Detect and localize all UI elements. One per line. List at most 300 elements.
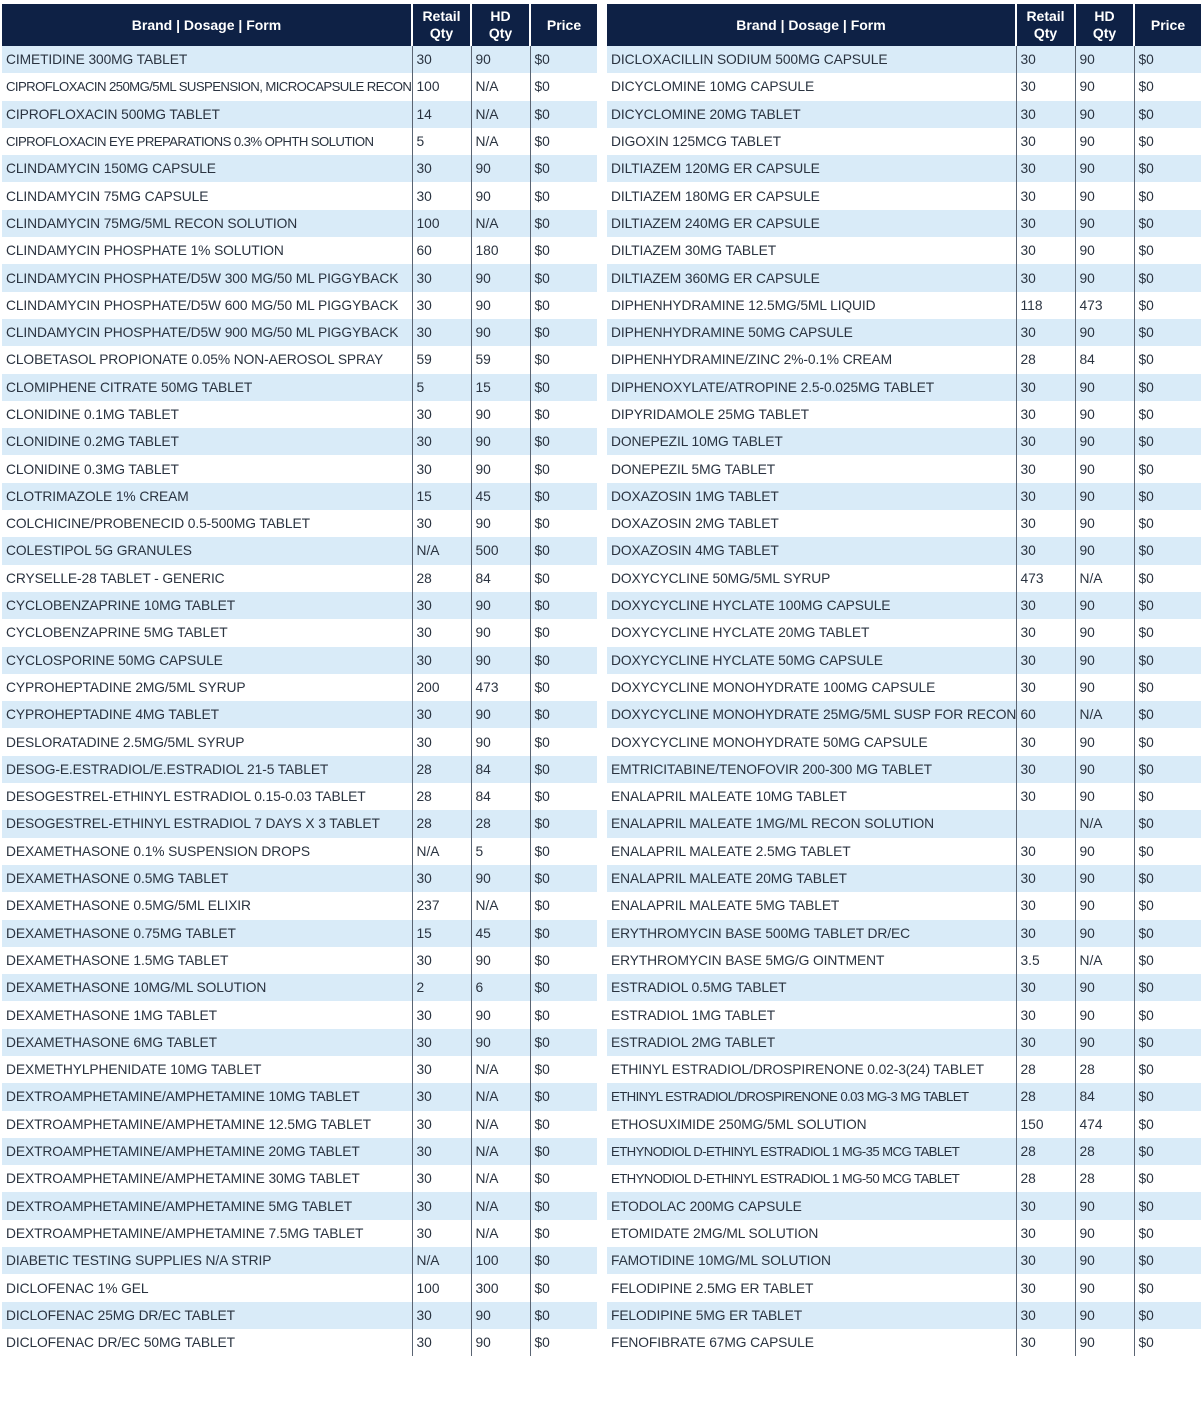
price-cell: $0 bbox=[530, 674, 597, 701]
retail-qty-cell: 3.5 bbox=[1016, 947, 1075, 974]
retail-qty-cell: 30 bbox=[1016, 756, 1075, 783]
hd-qty-cell: 90 bbox=[1075, 1329, 1134, 1356]
retail-qty-cell: 30 bbox=[1016, 838, 1075, 865]
price-cell: $0 bbox=[530, 319, 597, 346]
price-cell: $0 bbox=[1134, 974, 1201, 1001]
table-row bbox=[2, 647, 597, 674]
price-cell: $0 bbox=[530, 1056, 597, 1083]
drug-name-cell: DOXAZOSIN 2MG TABLET bbox=[607, 510, 1016, 537]
drug-name-cell: DIPYRIDAMOLE 25MG TABLET bbox=[607, 401, 1016, 428]
retail-qty-cell: 30 bbox=[1016, 1329, 1075, 1356]
hd-qty-cell: 100 bbox=[471, 1247, 530, 1274]
hd-qty-cell: 84 bbox=[1075, 346, 1134, 373]
table-row bbox=[2, 728, 597, 755]
drug-name-cell: CIPROFLOXACIN 500MG TABLET bbox=[2, 101, 412, 128]
retail-qty-cell: 30 bbox=[412, 1083, 471, 1110]
price-cell: $0 bbox=[1134, 155, 1201, 182]
table-row bbox=[2, 838, 597, 865]
table-row bbox=[2, 1056, 597, 1083]
drug-name-cell: FENOFIBRATE 67MG CAPSULE bbox=[607, 1329, 1016, 1356]
price-cell: $0 bbox=[1134, 1001, 1201, 1028]
hd-qty-cell: 90 bbox=[1075, 974, 1134, 1001]
hd-qty-cell: 90 bbox=[1075, 1192, 1134, 1219]
hd-qty-cell: 90 bbox=[1075, 46, 1134, 73]
table-row bbox=[607, 1056, 1201, 1083]
price-cell: $0 bbox=[1134, 455, 1201, 482]
drug-name-cell: DICLOFENAC 25MG DR/EC TABLET bbox=[2, 1302, 412, 1329]
hd-qty-cell: 90 bbox=[1075, 101, 1134, 128]
hd-qty-cell: 90 bbox=[471, 155, 530, 182]
hd-qty-cell: 90 bbox=[1075, 237, 1134, 264]
retail-qty-cell: 30 bbox=[412, 292, 471, 319]
table-row bbox=[2, 155, 597, 182]
column-header-brand: Brand | Dosage | Form bbox=[2, 4, 412, 46]
drug-name-cell: DOXYCYCLINE HYCLATE 100MG CAPSULE bbox=[607, 592, 1016, 619]
price-cell: $0 bbox=[1134, 1111, 1201, 1138]
drug-table-right bbox=[607, 4, 1201, 1356]
price-cell: $0 bbox=[1134, 428, 1201, 455]
hd-qty-cell: 90 bbox=[471, 455, 530, 482]
drug-name-cell: CLONIDINE 0.1MG TABLET bbox=[2, 401, 412, 428]
hd-qty-cell: 500 bbox=[471, 537, 530, 564]
retail-qty-cell: 30 bbox=[1016, 210, 1075, 237]
hd-qty-cell: 90 bbox=[1075, 1001, 1134, 1028]
table-row bbox=[607, 756, 1201, 783]
price-cell: $0 bbox=[530, 264, 597, 291]
retail-qty-cell: 30 bbox=[412, 701, 471, 728]
table-row bbox=[2, 865, 597, 892]
retail-qty-cell: 28 bbox=[412, 756, 471, 783]
table-header bbox=[2, 4, 597, 46]
table-row bbox=[607, 46, 1201, 73]
table-row bbox=[607, 401, 1201, 428]
retail-qty-cell: 30 bbox=[412, 592, 471, 619]
table-row bbox=[2, 892, 597, 919]
table-row bbox=[2, 1274, 597, 1301]
hd-qty-cell: 90 bbox=[1075, 1274, 1134, 1301]
drug-name-cell: ETHYNODIOL D-ETHINYL ESTRADIOL 1 MG-50 MCG TABLET bbox=[607, 1165, 1016, 1192]
table-row bbox=[2, 455, 597, 482]
drug-name-cell: FELODIPINE 5MG ER TABLET bbox=[607, 1302, 1016, 1329]
price-cell: $0 bbox=[530, 73, 597, 100]
retail-qty-cell bbox=[1016, 810, 1075, 837]
table-row bbox=[607, 1302, 1201, 1329]
retail-qty-cell: 30 bbox=[1016, 592, 1075, 619]
retail-qty-cell: 30 bbox=[412, 1329, 471, 1356]
retail-qty-cell: 30 bbox=[412, 1220, 471, 1247]
hd-qty-cell: 90 bbox=[1075, 838, 1134, 865]
table-row bbox=[607, 783, 1201, 810]
price-cell: $0 bbox=[530, 974, 597, 1001]
table-row bbox=[2, 1220, 597, 1247]
retail-qty-cell: 28 bbox=[412, 783, 471, 810]
price-cell: $0 bbox=[530, 101, 597, 128]
drug-name-cell: DOXYCYCLINE MONOHYDRATE 50MG CAPSULE bbox=[607, 728, 1016, 755]
hd-qty-cell: 90 bbox=[471, 1001, 530, 1028]
table-header bbox=[607, 4, 1201, 46]
hd-qty-cell: 90 bbox=[471, 319, 530, 346]
retail-qty-cell: 30 bbox=[1016, 1220, 1075, 1247]
hd-qty-cell: N/A bbox=[471, 101, 530, 128]
table-row bbox=[2, 1138, 597, 1165]
retail-qty-cell: 30 bbox=[1016, 1247, 1075, 1274]
table-row bbox=[607, 510, 1201, 537]
price-cell: $0 bbox=[1134, 947, 1201, 974]
retail-qty-cell: 30 bbox=[1016, 920, 1075, 947]
hd-qty-cell: N/A bbox=[1075, 565, 1134, 592]
retail-qty-cell: 30 bbox=[1016, 537, 1075, 564]
retail-qty-cell: N/A bbox=[412, 1247, 471, 1274]
table-row bbox=[607, 810, 1201, 837]
table-row bbox=[607, 1083, 1201, 1110]
price-cell: $0 bbox=[530, 46, 597, 73]
table-row bbox=[607, 865, 1201, 892]
hd-qty-cell: 90 bbox=[1075, 1220, 1134, 1247]
table-row bbox=[2, 128, 597, 155]
retail-qty-cell: 5 bbox=[412, 128, 471, 155]
table-row bbox=[607, 483, 1201, 510]
drug-name-cell: DILTIAZEM 30MG TABLET bbox=[607, 237, 1016, 264]
hd-qty-cell: 473 bbox=[1075, 292, 1134, 319]
price-cell: $0 bbox=[1134, 701, 1201, 728]
price-cell: $0 bbox=[1134, 920, 1201, 947]
drug-name-cell: CYCLOSPORINE 50MG CAPSULE bbox=[2, 647, 412, 674]
hd-qty-cell: 90 bbox=[1075, 1302, 1134, 1329]
price-cell: $0 bbox=[530, 810, 597, 837]
hd-qty-cell: N/A bbox=[471, 1138, 530, 1165]
hd-qty-cell: 90 bbox=[471, 592, 530, 619]
table-row bbox=[2, 1247, 597, 1274]
drug-name-cell: CLINDAMYCIN PHOSPHATE/D5W 300 MG/50 ML PIGGYBACK bbox=[2, 264, 412, 291]
price-cell: $0 bbox=[1134, 1274, 1201, 1301]
hd-qty-cell: 90 bbox=[1075, 428, 1134, 455]
hd-qty-cell: 90 bbox=[1075, 892, 1134, 919]
drug-name-cell: ESTRADIOL 1MG TABLET bbox=[607, 1001, 1016, 1028]
price-cell: $0 bbox=[1134, 756, 1201, 783]
drug-name-cell: DILTIAZEM 180MG ER CAPSULE bbox=[607, 182, 1016, 209]
hd-qty-cell: N/A bbox=[471, 1192, 530, 1219]
retail-qty-cell: 473 bbox=[1016, 565, 1075, 592]
drug-name-cell: ENALAPRIL MALEATE 20MG TABLET bbox=[607, 865, 1016, 892]
drug-name-cell: ERYTHROMYCIN BASE 500MG TABLET DR/EC bbox=[607, 920, 1016, 947]
hd-qty-cell: N/A bbox=[471, 1111, 530, 1138]
table-row bbox=[2, 1165, 597, 1192]
price-cell: $0 bbox=[530, 346, 597, 373]
hd-qty-cell: N/A bbox=[1075, 810, 1134, 837]
hd-qty-cell: 84 bbox=[471, 783, 530, 810]
table-row bbox=[607, 210, 1201, 237]
table-row bbox=[2, 428, 597, 455]
drug-name-cell: DOXYCYCLINE HYCLATE 20MG TABLET bbox=[607, 619, 1016, 646]
price-cell: $0 bbox=[530, 592, 597, 619]
price-cell: $0 bbox=[530, 838, 597, 865]
drug-table-left bbox=[2, 4, 597, 1356]
retail-qty-cell: 28 bbox=[1016, 346, 1075, 373]
hd-qty-cell: 45 bbox=[471, 483, 530, 510]
hd-qty-cell: 90 bbox=[1075, 73, 1134, 100]
price-cell: $0 bbox=[530, 155, 597, 182]
price-cell: $0 bbox=[1134, 128, 1201, 155]
price-cell: $0 bbox=[530, 483, 597, 510]
retail-qty-cell: 30 bbox=[1016, 783, 1075, 810]
drug-name-cell: CLINDAMYCIN PHOSPHATE/D5W 600 MG/50 ML PIGGYBACK bbox=[2, 292, 412, 319]
retail-qty-cell: 30 bbox=[1016, 1029, 1075, 1056]
price-cell: $0 bbox=[1134, 1220, 1201, 1247]
hd-qty-cell: 90 bbox=[471, 1029, 530, 1056]
hd-qty-cell: 90 bbox=[1075, 619, 1134, 646]
drug-name-cell: FELODIPINE 2.5MG ER TABLET bbox=[607, 1274, 1016, 1301]
drug-name-cell: CLINDAMYCIN 75MG CAPSULE bbox=[2, 182, 412, 209]
table-row bbox=[2, 237, 597, 264]
hd-qty-cell: 90 bbox=[471, 865, 530, 892]
price-cell: $0 bbox=[1134, 1083, 1201, 1110]
hd-qty-cell: N/A bbox=[471, 128, 530, 155]
table-row bbox=[607, 374, 1201, 401]
hd-qty-cell: 90 bbox=[471, 428, 530, 455]
drug-name-cell: DEXTROAMPHETAMINE/AMPHETAMINE 20MG TABLET bbox=[2, 1138, 412, 1165]
table-row bbox=[607, 264, 1201, 291]
retail-qty-cell: 28 bbox=[412, 565, 471, 592]
drug-name-cell: CIPROFLOXACIN EYE PREPARATIONS 0.3% OPHTH SOLUTION bbox=[2, 128, 412, 155]
retail-qty-cell: 30 bbox=[1016, 619, 1075, 646]
drug-name-cell: CYPROHEPTADINE 4MG TABLET bbox=[2, 701, 412, 728]
table-row bbox=[607, 292, 1201, 319]
price-cell: $0 bbox=[1134, 73, 1201, 100]
drug-name-cell: ESTRADIOL 2MG TABLET bbox=[607, 1029, 1016, 1056]
retail-qty-cell: 30 bbox=[412, 947, 471, 974]
drug-name-cell: DEXAMETHASONE 0.1% SUSPENSION DROPS bbox=[2, 838, 412, 865]
hd-qty-cell: 90 bbox=[471, 401, 530, 428]
hd-qty-cell: 90 bbox=[1075, 920, 1134, 947]
table-row bbox=[2, 537, 597, 564]
table-row bbox=[2, 182, 597, 209]
table-row bbox=[607, 619, 1201, 646]
drug-name-cell: DONEPEZIL 10MG TABLET bbox=[607, 428, 1016, 455]
price-cell: $0 bbox=[1134, 483, 1201, 510]
hd-qty-cell: N/A bbox=[471, 1220, 530, 1247]
retail-qty-cell: 30 bbox=[1016, 974, 1075, 1001]
hd-qty-cell: 90 bbox=[1075, 1247, 1134, 1274]
table-row bbox=[607, 319, 1201, 346]
hd-qty-cell: 5 bbox=[471, 838, 530, 865]
table-row bbox=[607, 1029, 1201, 1056]
price-cell: $0 bbox=[530, 1192, 597, 1219]
table-row bbox=[2, 974, 597, 1001]
table-row bbox=[2, 565, 597, 592]
drug-name-cell: DICLOFENAC DR/EC 50MG TABLET bbox=[2, 1329, 412, 1356]
table-row bbox=[607, 1192, 1201, 1219]
retail-qty-cell: 28 bbox=[1016, 1083, 1075, 1110]
drug-name-cell: DOXYCYCLINE HYCLATE 50MG CAPSULE bbox=[607, 647, 1016, 674]
retail-qty-cell: 30 bbox=[412, 865, 471, 892]
drug-name-cell: ENALAPRIL MALEATE 10MG TABLET bbox=[607, 783, 1016, 810]
hd-qty-cell: 90 bbox=[1075, 728, 1134, 755]
price-cell: $0 bbox=[1134, 565, 1201, 592]
retail-qty-cell: 60 bbox=[412, 237, 471, 264]
drug-name-cell: CLINDAMYCIN 150MG CAPSULE bbox=[2, 155, 412, 182]
drug-name-cell: CLINDAMYCIN PHOSPHATE 1% SOLUTION bbox=[2, 237, 412, 264]
price-cell: $0 bbox=[530, 374, 597, 401]
hd-qty-cell: 90 bbox=[1075, 483, 1134, 510]
retail-qty-cell: 30 bbox=[412, 728, 471, 755]
retail-qty-cell: 30 bbox=[1016, 46, 1075, 73]
retail-qty-cell: 30 bbox=[412, 1192, 471, 1219]
drug-name-cell: DEXAMETHASONE 1.5MG TABLET bbox=[2, 947, 412, 974]
retail-qty-cell: 30 bbox=[412, 1056, 471, 1083]
table-row bbox=[2, 483, 597, 510]
table-row bbox=[607, 128, 1201, 155]
column-header-brand: Brand | Dosage | Form bbox=[607, 4, 1016, 46]
table-row bbox=[2, 510, 597, 537]
hd-qty-cell: 15 bbox=[471, 374, 530, 401]
retail-qty-cell: 30 bbox=[412, 319, 471, 346]
retail-qty-cell: 30 bbox=[1016, 73, 1075, 100]
retail-qty-cell: N/A bbox=[412, 838, 471, 865]
drug-name-cell: DESOGESTREL-ETHINYL ESTRADIOL 7 DAYS X 3 TABLET bbox=[2, 810, 412, 837]
table-row bbox=[2, 46, 597, 73]
column-header-price: Price bbox=[1134, 4, 1201, 46]
hd-qty-cell: 90 bbox=[471, 292, 530, 319]
drug-name-cell: CLOTRIMAZOLE 1% CREAM bbox=[2, 483, 412, 510]
price-cell: $0 bbox=[1134, 865, 1201, 892]
table-row bbox=[607, 1111, 1201, 1138]
table-row bbox=[607, 1274, 1201, 1301]
drug-name-cell: EMTRICITABINE/TENOFOVIR 200-300 MG TABLET bbox=[607, 756, 1016, 783]
price-cell: $0 bbox=[530, 1329, 597, 1356]
drug-name-cell: CIPROFLOXACIN 250MG/5ML SUSPENSION, MICROCAPSULE RECON bbox=[2, 73, 412, 100]
column-header-hd-qty: HD Qty bbox=[1075, 4, 1134, 46]
table-row bbox=[607, 838, 1201, 865]
retail-qty-cell: 30 bbox=[1016, 319, 1075, 346]
price-cell: $0 bbox=[1134, 1056, 1201, 1083]
table-row bbox=[2, 1001, 597, 1028]
table-body bbox=[2, 46, 597, 1356]
hd-qty-cell: 84 bbox=[471, 756, 530, 783]
hd-qty-cell: N/A bbox=[471, 1083, 530, 1110]
price-cell: $0 bbox=[1134, 182, 1201, 209]
drug-name-cell: DEXTROAMPHETAMINE/AMPHETAMINE 12.5MG TABLET bbox=[2, 1111, 412, 1138]
hd-qty-cell: N/A bbox=[471, 73, 530, 100]
price-cell: $0 bbox=[530, 728, 597, 755]
retail-qty-cell: 28 bbox=[1016, 1138, 1075, 1165]
hd-qty-cell: N/A bbox=[1075, 947, 1134, 974]
price-cell: $0 bbox=[1134, 401, 1201, 428]
retail-qty-cell: 30 bbox=[412, 647, 471, 674]
drug-name-cell: DICLOFENAC 1% GEL bbox=[2, 1274, 412, 1301]
table-row bbox=[2, 346, 597, 373]
table-row bbox=[607, 73, 1201, 100]
table-body bbox=[607, 46, 1201, 1356]
retail-qty-cell: 30 bbox=[412, 510, 471, 537]
table-row bbox=[607, 647, 1201, 674]
hd-qty-cell: 90 bbox=[471, 1302, 530, 1329]
drug-name-cell: DESOG-E.ESTRADIOL/E.ESTRADIOL 21-5 TABLET bbox=[2, 756, 412, 783]
drug-name-cell: ETHINYL ESTRADIOL/DROSPIRENONE 0.03 MG-3 MG TABLET bbox=[607, 1083, 1016, 1110]
price-cell: $0 bbox=[530, 892, 597, 919]
price-cell: $0 bbox=[1134, 264, 1201, 291]
price-cell: $0 bbox=[530, 182, 597, 209]
price-cell: $0 bbox=[530, 1138, 597, 1165]
price-cell: $0 bbox=[1134, 1029, 1201, 1056]
drug-name-cell: ESTRADIOL 0.5MG TABLET bbox=[607, 974, 1016, 1001]
drug-name-cell: DICYCLOMINE 20MG TABLET bbox=[607, 101, 1016, 128]
retail-qty-cell: 30 bbox=[412, 1302, 471, 1329]
table-row bbox=[2, 783, 597, 810]
retail-qty-cell: 100 bbox=[412, 210, 471, 237]
retail-qty-cell: 30 bbox=[1016, 674, 1075, 701]
table-row bbox=[2, 210, 597, 237]
table-row bbox=[607, 455, 1201, 482]
drug-name-cell: CYCLOBENZAPRINE 10MG TABLET bbox=[2, 592, 412, 619]
drug-name-cell: CLINDAMYCIN PHOSPHATE/D5W 900 MG/50 ML PIGGYBACK bbox=[2, 319, 412, 346]
retail-qty-cell: 30 bbox=[412, 155, 471, 182]
hd-qty-cell: N/A bbox=[471, 210, 530, 237]
table-row bbox=[2, 101, 597, 128]
price-cell: $0 bbox=[530, 428, 597, 455]
table-row bbox=[2, 292, 597, 319]
hd-qty-cell: 6 bbox=[471, 974, 530, 1001]
drug-name-cell: ENALAPRIL MALEATE 2.5MG TABLET bbox=[607, 838, 1016, 865]
hd-qty-cell: 90 bbox=[1075, 210, 1134, 237]
retail-qty-cell: 30 bbox=[1016, 1274, 1075, 1301]
price-cell: $0 bbox=[1134, 101, 1201, 128]
drug-name-cell: DIPHENHYDRAMINE 12.5MG/5ML LIQUID bbox=[607, 292, 1016, 319]
drug-name-cell: DEXAMETHASONE 0.75MG TABLET bbox=[2, 920, 412, 947]
drug-name-cell: ETHOSUXIMIDE 250MG/5ML SOLUTION bbox=[607, 1111, 1016, 1138]
hd-qty-cell: 90 bbox=[1075, 128, 1134, 155]
table-row bbox=[2, 701, 597, 728]
retail-qty-cell: 30 bbox=[412, 264, 471, 291]
drug-name-cell: CYPROHEPTADINE 2MG/5ML SYRUP bbox=[2, 674, 412, 701]
hd-qty-cell: 300 bbox=[471, 1274, 530, 1301]
price-cell: $0 bbox=[530, 1220, 597, 1247]
table-row bbox=[607, 565, 1201, 592]
table-row bbox=[607, 1165, 1201, 1192]
drug-name-cell: ERYTHROMYCIN BASE 5MG/G OINTMENT bbox=[607, 947, 1016, 974]
hd-qty-cell: 90 bbox=[1075, 510, 1134, 537]
drug-name-cell: CLINDAMYCIN 75MG/5ML RECON SOLUTION bbox=[2, 210, 412, 237]
price-cell: $0 bbox=[1134, 537, 1201, 564]
retail-qty-cell: 30 bbox=[1016, 455, 1075, 482]
drug-name-cell: DEXAMETHASONE 6MG TABLET bbox=[2, 1029, 412, 1056]
hd-qty-cell: 90 bbox=[471, 947, 530, 974]
retail-qty-cell: 30 bbox=[1016, 1192, 1075, 1219]
drug-name-cell: ETOMIDATE 2MG/ML SOLUTION bbox=[607, 1220, 1016, 1247]
drug-name-cell: DIGOXIN 125MCG TABLET bbox=[607, 128, 1016, 155]
retail-qty-cell: 30 bbox=[1016, 892, 1075, 919]
drug-name-cell: DOXYCYCLINE MONOHYDRATE 25MG/5ML SUSP FOR RECON bbox=[607, 701, 1016, 728]
table-row bbox=[2, 319, 597, 346]
drug-name-cell: DEXAMETHASONE 1MG TABLET bbox=[2, 1001, 412, 1028]
drug-name-cell: ETHINYL ESTRADIOL/DROSPIRENONE 0.02-3(24) TABLET bbox=[607, 1056, 1016, 1083]
hd-qty-cell: 45 bbox=[471, 920, 530, 947]
table-row bbox=[607, 182, 1201, 209]
hd-qty-cell: N/A bbox=[471, 892, 530, 919]
retail-qty-cell: 30 bbox=[1016, 237, 1075, 264]
drug-name-cell: FAMOTIDINE 10MG/ML SOLUTION bbox=[607, 1247, 1016, 1274]
retail-qty-cell: 5 bbox=[412, 374, 471, 401]
retail-qty-cell: 30 bbox=[1016, 264, 1075, 291]
drug-name-cell: DEXAMETHASONE 0.5MG/5ML ELIXIR bbox=[2, 892, 412, 919]
retail-qty-cell: 59 bbox=[412, 346, 471, 373]
price-cell: $0 bbox=[530, 1165, 597, 1192]
drug-name-cell: DEXTROAMPHETAMINE/AMPHETAMINE 10MG TABLET bbox=[2, 1083, 412, 1110]
retail-qty-cell: 30 bbox=[1016, 374, 1075, 401]
price-cell: $0 bbox=[1134, 619, 1201, 646]
price-cell: $0 bbox=[1134, 1192, 1201, 1219]
hd-qty-cell: 90 bbox=[1075, 319, 1134, 346]
hd-qty-cell: 180 bbox=[471, 237, 530, 264]
